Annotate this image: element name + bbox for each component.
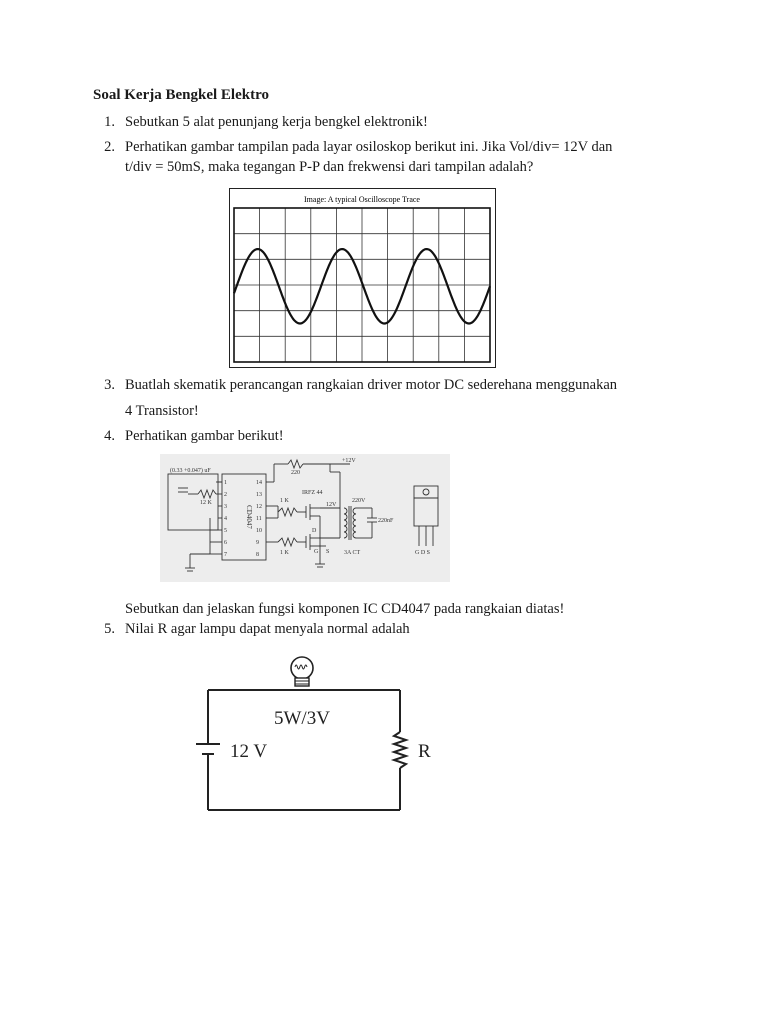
inverter-schematic-drawing — [160, 454, 450, 582]
ic-pin: 1 — [224, 480, 227, 486]
page-title: Soal Kerja Bengkel Elektro — [93, 87, 269, 103]
question-text-line: Buatlah skematik perancangan rangkaian driver motor DC sederehana menggunakan — [125, 377, 618, 393]
ic-pin: 2 — [224, 492, 227, 498]
question-number: 5. — [104, 621, 115, 637]
feedback-resistor-label: 12 K — [200, 500, 212, 506]
ic-pin: 11 — [256, 516, 262, 522]
output-capacitor-label: 220nF — [378, 518, 394, 524]
oscilloscope-screen — [229, 188, 496, 368]
gate-resistor-bottom-label: 1 K — [280, 550, 289, 556]
ic-pin: 4 — [224, 516, 227, 522]
resistor-label: R — [418, 741, 431, 762]
question-number: 2. — [104, 139, 115, 155]
resistor-icon — [394, 732, 406, 768]
question-1 — [93, 112, 693, 134]
ic-pin: 13 — [256, 492, 262, 498]
question-number: 3. — [104, 377, 115, 393]
question-5 — [93, 619, 693, 641]
lamp-icon — [290, 657, 314, 690]
ic-pin: 9 — [256, 540, 259, 546]
lamp-circuit — [190, 650, 440, 818]
ic-pin: 10 — [256, 528, 262, 534]
question-3 — [93, 375, 713, 421]
mosfet-source-label: S — [326, 549, 330, 555]
question-number: 1. — [104, 114, 115, 130]
oscilloscope-caption: Image: A typical Oscilloscope Trace — [304, 195, 420, 204]
question-text-line: Sebutkan 5 alat penunjang kerja bengkel elektronik! — [125, 114, 428, 130]
gate-resistor-top-label: 1 K — [280, 498, 289, 504]
ic-pin: 8 — [256, 552, 259, 558]
ic-pin: 7 — [224, 552, 227, 558]
question-text-line: Perhatikan gambar berikut! — [125, 428, 284, 444]
ic-pin: 3 — [224, 504, 227, 510]
lamp-rating-label: 5W/3V — [274, 708, 330, 729]
ic-pin: 6 — [224, 540, 227, 546]
question-4 — [93, 426, 693, 448]
question-text-line: Perhatikan gambar tampilan pada layar osiloskop berikut ini. Jika Vol/div= 12V dan — [125, 139, 613, 155]
ic-pin: 14 — [256, 480, 262, 486]
question-text-line: t/div = 50mS, maka tegangan P-P dan frekwensi dari tampilan adalah? — [125, 159, 534, 175]
mosfet-gate-label: G — [314, 549, 319, 555]
top-resistor-label: 220 — [291, 470, 300, 476]
mosfet-drain-label: D — [312, 528, 317, 534]
lamp-circuit-drawing — [190, 650, 440, 818]
question-number: 4. — [104, 428, 115, 444]
inverter-schematic — [160, 454, 450, 582]
ic-label: CD4047 — [245, 505, 253, 529]
question-text-line: Nilai R agar lampu dapat menyala normal adalah — [125, 621, 410, 637]
ic-pin: 5 — [224, 528, 227, 534]
transformer-secondary-label: 220V — [352, 498, 366, 504]
transformer-primary-label: 12V — [326, 502, 337, 508]
package-pin-labels: G D S — [415, 550, 431, 556]
question-2 — [93, 137, 693, 181]
ic-pin: 12 — [256, 504, 262, 510]
capacitor-label: (0.33 +0.047) uF — [170, 468, 211, 474]
supply-label: +12V — [342, 458, 356, 464]
question-text-line: 4 Transistor! — [125, 403, 199, 419]
battery-label: 12 V — [230, 741, 268, 762]
battery-icon — [196, 744, 220, 754]
oscilloscope-figure — [229, 188, 496, 368]
mosfet-label: IRFZ 44 — [302, 490, 323, 496]
question-4-followup: Sebutkan dan jelaskan fungsi komponen IC CD4047 pada rangkaian diatas! — [125, 601, 565, 617]
transformer-ct-label: 3A CT — [344, 550, 361, 556]
